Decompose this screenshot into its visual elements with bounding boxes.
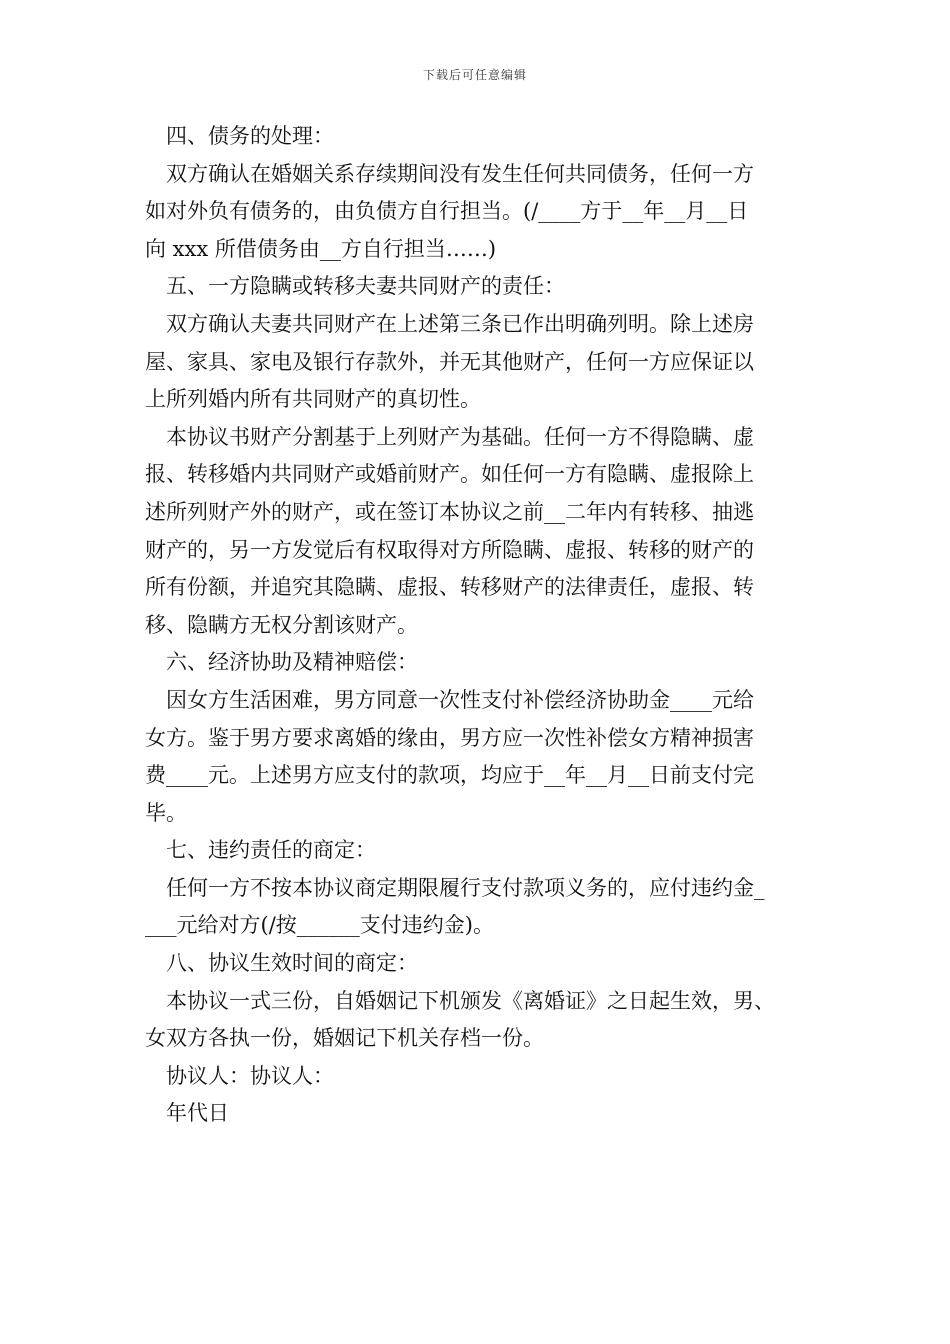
text-line: 报、转移婚内共同财产或婚前财产。如任何一方有隐瞒、虚报除上: [145, 462, 754, 487]
text-line: 所有份额，并追究其隐瞒、虚报、转移财产的法律责任，虚报、转: [145, 575, 754, 600]
text-line: ___元给对方(/按______支付违约金)。: [145, 913, 494, 938]
text-line: 如对外负有债务的，由负债方自行担当。(/____方于__年__月__日: [145, 199, 749, 224]
text-line: 费____元。上述男方应支付的款项，均应于__年__月__日前支付完: [145, 763, 754, 788]
page-header: 下载后可任意编辑: [422, 68, 527, 82]
text-line: 因女方生活困难，男方同意一次性支付补偿经济协助金____元给: [166, 687, 754, 712]
text-line: 向 xxx 所借债务由__方自行担当……): [145, 236, 497, 261]
text-line: 财产的，另一方发觉后有权取得对方所隐瞒、虚报、转移的财产的: [145, 537, 754, 562]
text-line: 毕。: [145, 800, 187, 825]
text-line: 移、隐瞒方无权分割该财产。: [145, 612, 418, 637]
document-body: [145, 118, 817, 1133]
text-line: 双方确认夫妻共同财产在上述第三条已作出明确列明。除上述房: [166, 311, 754, 336]
text-line: 七、违约责任的商定：: [166, 838, 376, 863]
text-line: 六、经济协助及精神赔偿：: [166, 650, 418, 675]
text-line: 上所列婚内所有共同财产的真切性。: [145, 387, 481, 412]
text-line: 五、一方隐瞒或转移夫妻共同财产的责任：: [166, 274, 565, 299]
text-line: 八、协议生效时间的商定：: [166, 951, 418, 976]
text-line: 年代日: [166, 1101, 229, 1126]
text-line: 本协议书财产分割基于上列财产为基础。任何一方不得隐瞒、虚: [166, 424, 754, 449]
text-line: 屋、家具、家电及银行存款外，并无其他财产，任何一方应保证以: [145, 349, 754, 374]
text-line: 双方确认在婚姻关系存续期间没有发生任何共同债务，任何一方: [166, 161, 754, 186]
text-line: 女方。鉴于男方要求离婚的缘由，男方应一次性补偿女方精神损害: [145, 725, 754, 750]
text-line: 四、债务的处理：: [166, 124, 334, 148]
text-line: 述所列财产外的财产，或在签订本协议之前__二年内有转移、抽逃: [145, 499, 754, 524]
text-line: 本协议一式三份，自婚姻记下机颁发《离婚证》之日起生效，男、: [166, 988, 775, 1013]
text-line: 女双方各执一份，婚姻记下机关存档一份。: [145, 1026, 544, 1051]
text-line: 协议人：协议人：: [166, 1063, 334, 1088]
text-line: 任何一方不按本协议商定期限履行支付款项义务的，应付违约金_: [166, 875, 765, 900]
